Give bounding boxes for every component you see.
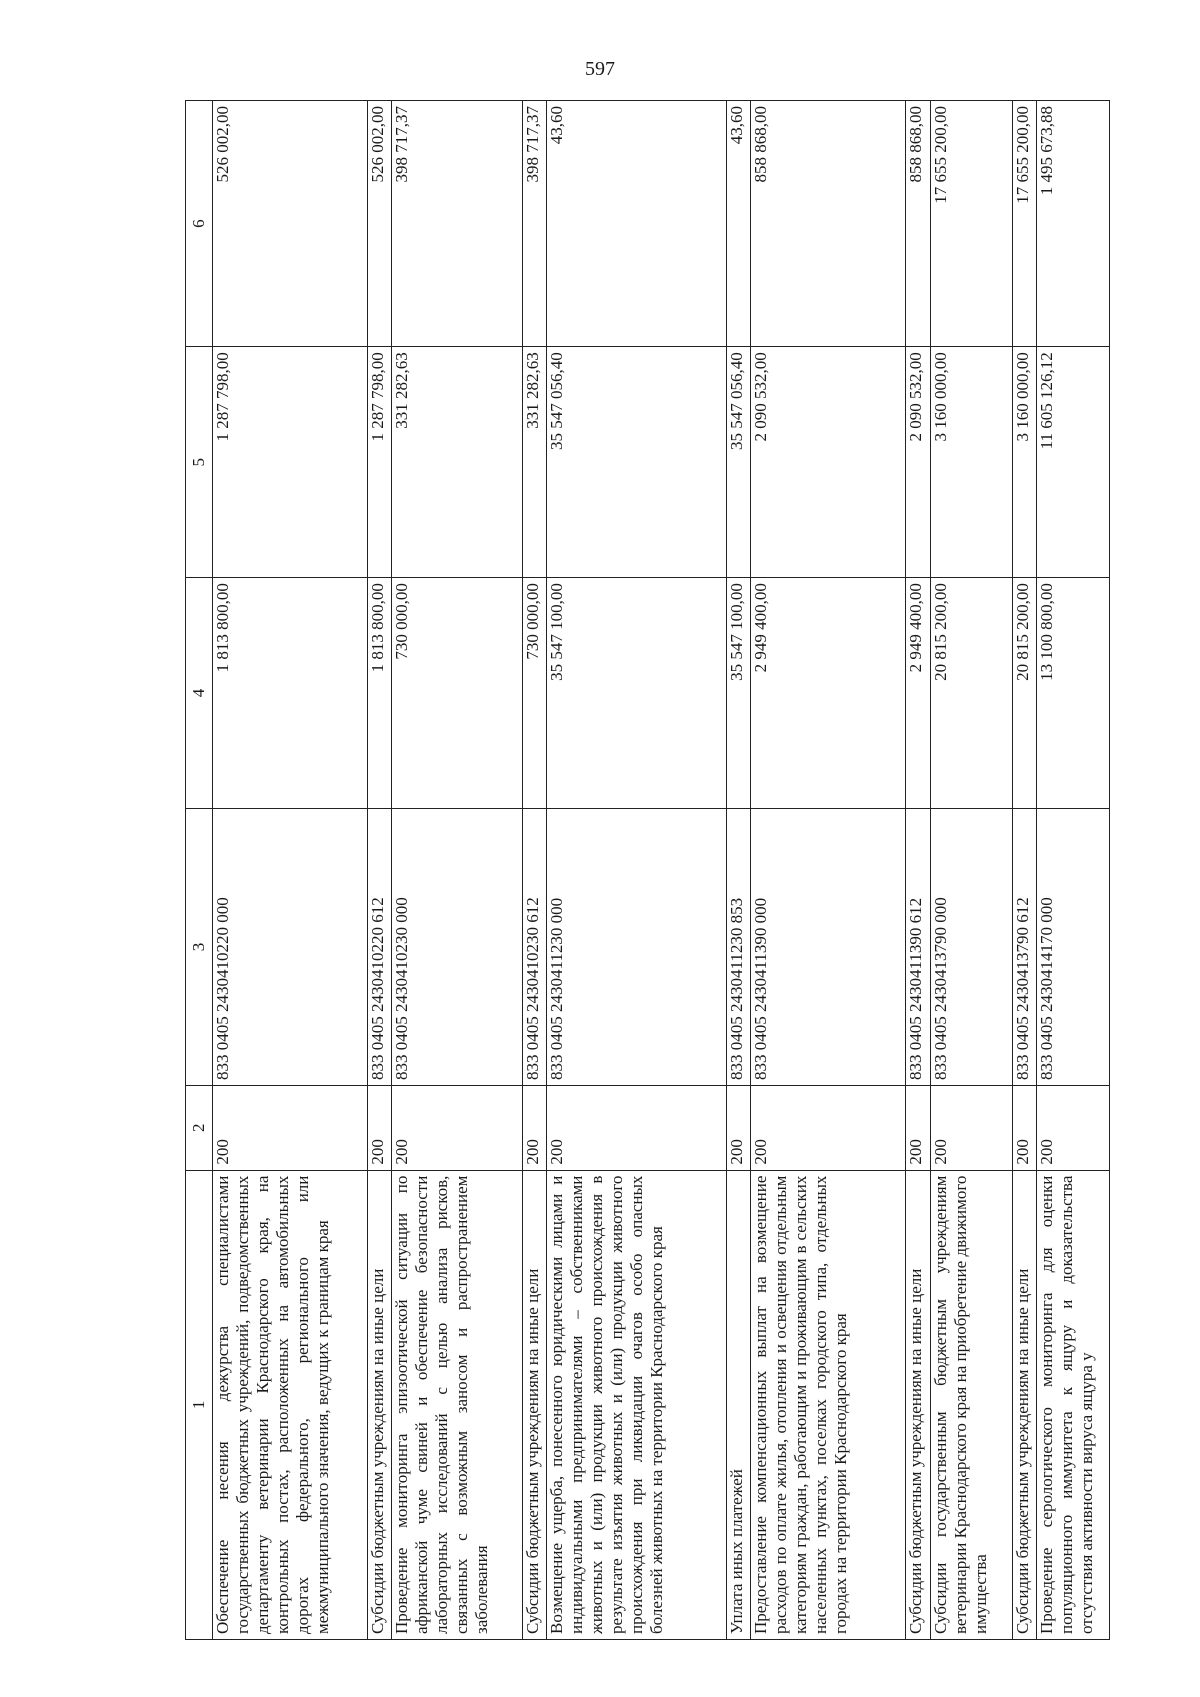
row-code: 200 xyxy=(906,1085,930,1170)
row-value-5: 1 287 798,00 xyxy=(368,347,392,578)
row-name: Субсидии бюджетным учреждениям на иные цели xyxy=(906,1170,930,1639)
row-value-5: 3 160 000,00 xyxy=(1012,347,1036,578)
row-name: Уплата иных платежей xyxy=(726,1170,750,1639)
row-code: 200 xyxy=(930,1085,1012,1170)
row-kbk: 833 0405 2430413790 612 xyxy=(1012,808,1036,1085)
row-value-6: 858 868,00 xyxy=(906,101,930,347)
row-kbk: 833 0405 2430411230 853 xyxy=(726,808,750,1085)
table-row xyxy=(751,101,906,1640)
row-value-4: 730 000,00 xyxy=(392,578,523,809)
header-col-4: 4 xyxy=(186,578,213,809)
row-value-4: 35 547 100,00 xyxy=(547,578,726,809)
row-value-6: 526 002,00 xyxy=(368,101,392,347)
row-value-4: 2 949 400,00 xyxy=(906,578,930,809)
row-value-5: 331 282,63 xyxy=(523,347,547,578)
row-value-5: 2 090 532,00 xyxy=(906,347,930,578)
row-code: 200 xyxy=(213,1085,368,1170)
row-value-5: 35 547 056,40 xyxy=(726,347,750,578)
table-row xyxy=(1012,101,1036,1640)
row-value-5: 331 282,63 xyxy=(392,347,523,578)
row-code: 200 xyxy=(751,1085,906,1170)
row-value-6: 526 002,00 xyxy=(213,101,368,347)
table-row xyxy=(392,101,523,1640)
table-container xyxy=(185,100,1200,1634)
table-row xyxy=(726,101,750,1640)
header-col-2: 2 xyxy=(186,1085,213,1170)
row-value-5: 2 090 532,00 xyxy=(751,347,906,578)
table-row xyxy=(213,101,368,1640)
row-kbk: 833 0405 2430413790 000 xyxy=(930,808,1012,1085)
header-col-3: 3 xyxy=(186,808,213,1085)
table-row xyxy=(930,101,1012,1640)
row-kbk: 833 0405 2430411390 000 xyxy=(751,808,906,1085)
row-value-4: 1 813 800,00 xyxy=(213,578,368,809)
table-row xyxy=(1036,101,1109,1640)
row-value-6: 398 717,37 xyxy=(523,101,547,347)
row-value-4: 20 815 200,00 xyxy=(930,578,1012,809)
row-kbk: 833 0405 2430410230 612 xyxy=(523,808,547,1085)
row-name: Проведение мониторинга эпизоотической ситуации по африканской чуме свиней и обеспечение безопасности лабораторных исследований с целью анализа рисков, связанных с возможным заносом и распространением заболевания xyxy=(392,1170,523,1639)
row-name: Обеспечение несения дежурства специалистами государственных бюджетных учреждений, подведомственных департаменту ветеринарии Краснодарского края, на контрольных постах, расположенных на автомобильных дорогах федерального, регионального или межмуниципального значения, ведущих к границам края xyxy=(213,1170,368,1639)
row-value-6: 17 655 200,00 xyxy=(1012,101,1036,347)
row-value-5: 1 287 798,00 xyxy=(213,347,368,578)
row-name: Субсидии государственным бюджетным учреждениям ветеринарии Краснодарского края на приобретение движимого имущества xyxy=(930,1170,1012,1639)
row-kbk: 833 0405 2430414170 000 xyxy=(1036,808,1109,1085)
table-row xyxy=(547,101,726,1640)
budget-table xyxy=(185,100,1110,1640)
row-value-6: 858 868,00 xyxy=(751,101,906,347)
row-kbk: 833 0405 2430410220 612 xyxy=(368,808,392,1085)
row-value-6: 43,60 xyxy=(726,101,750,347)
row-value-6: 17 655 200,00 xyxy=(930,101,1012,347)
row-code: 200 xyxy=(523,1085,547,1170)
row-value-6: 398 717,37 xyxy=(392,101,523,347)
row-name: Субсидии бюджетным учреждениям на иные цели xyxy=(368,1170,392,1639)
row-value-6: 1 495 673,88 xyxy=(1036,101,1109,347)
row-value-6: 43,60 xyxy=(547,101,726,347)
row-kbk: 833 0405 2430411230 000 xyxy=(547,808,726,1085)
row-name: Предоставление компенсационных выплат на возмещение расходов по оплате жилья, отопления и освещения отдельным категориям граждан, работающим и проживающим в сельских населенных пунктах, поселках городского типа, отдельных городах на территории Краснодарского края xyxy=(751,1170,906,1639)
table-header-row xyxy=(186,101,213,1640)
row-kbk: 833 0405 2430410220 000 xyxy=(213,808,368,1085)
row-code: 200 xyxy=(547,1085,726,1170)
row-name: Возмещение ущерба, понесенного юридическими лицами и индивидуальными предпринимателями – собственниками животных и (или) продукции животного происхождения в результате изъятия животных и (или) продукции животного происхождения при ликвидации очагов особо опасных болезней животных на территории Краснодарского края xyxy=(547,1170,726,1639)
header-col-1: 1 xyxy=(186,1170,213,1639)
table-row xyxy=(906,101,930,1640)
header-col-6: 6 xyxy=(186,101,213,347)
row-code: 200 xyxy=(392,1085,523,1170)
row-value-4: 2 949 400,00 xyxy=(751,578,906,809)
row-code: 200 xyxy=(368,1085,392,1170)
row-value-4: 20 815 200,00 xyxy=(1012,578,1036,809)
row-value-5: 11 605 126,12 xyxy=(1036,347,1109,578)
row-value-4: 35 547 100,00 xyxy=(726,578,750,809)
row-name: Субсидии бюджетным учреждениям на иные цели xyxy=(1012,1170,1036,1639)
row-value-4: 13 100 800,00 xyxy=(1036,578,1109,809)
table-row xyxy=(368,101,392,1640)
row-value-4: 730 000,00 xyxy=(523,578,547,809)
header-col-5: 5 xyxy=(186,347,213,578)
row-kbk: 833 0405 2430411390 612 xyxy=(906,808,930,1085)
row-name: Субсидии бюджетным учреждениям на иные цели xyxy=(523,1170,547,1639)
row-value-4: 1 813 800,00 xyxy=(368,578,392,809)
row-code: 200 xyxy=(726,1085,750,1170)
row-code: 200 xyxy=(1012,1085,1036,1170)
row-kbk: 833 0405 2430410230 000 xyxy=(392,808,523,1085)
row-value-5: 3 160 000,00 xyxy=(930,347,1012,578)
row-code: 200 xyxy=(1036,1085,1109,1170)
page-number: 597 xyxy=(585,58,615,80)
table-row xyxy=(523,101,547,1640)
row-name: Проведение серологического мониторинга для оценки популяционного иммунитета к ящуру и доказательства отсутствия активности вируса ящура у xyxy=(1036,1170,1109,1639)
row-value-5: 35 547 056,40 xyxy=(547,347,726,578)
